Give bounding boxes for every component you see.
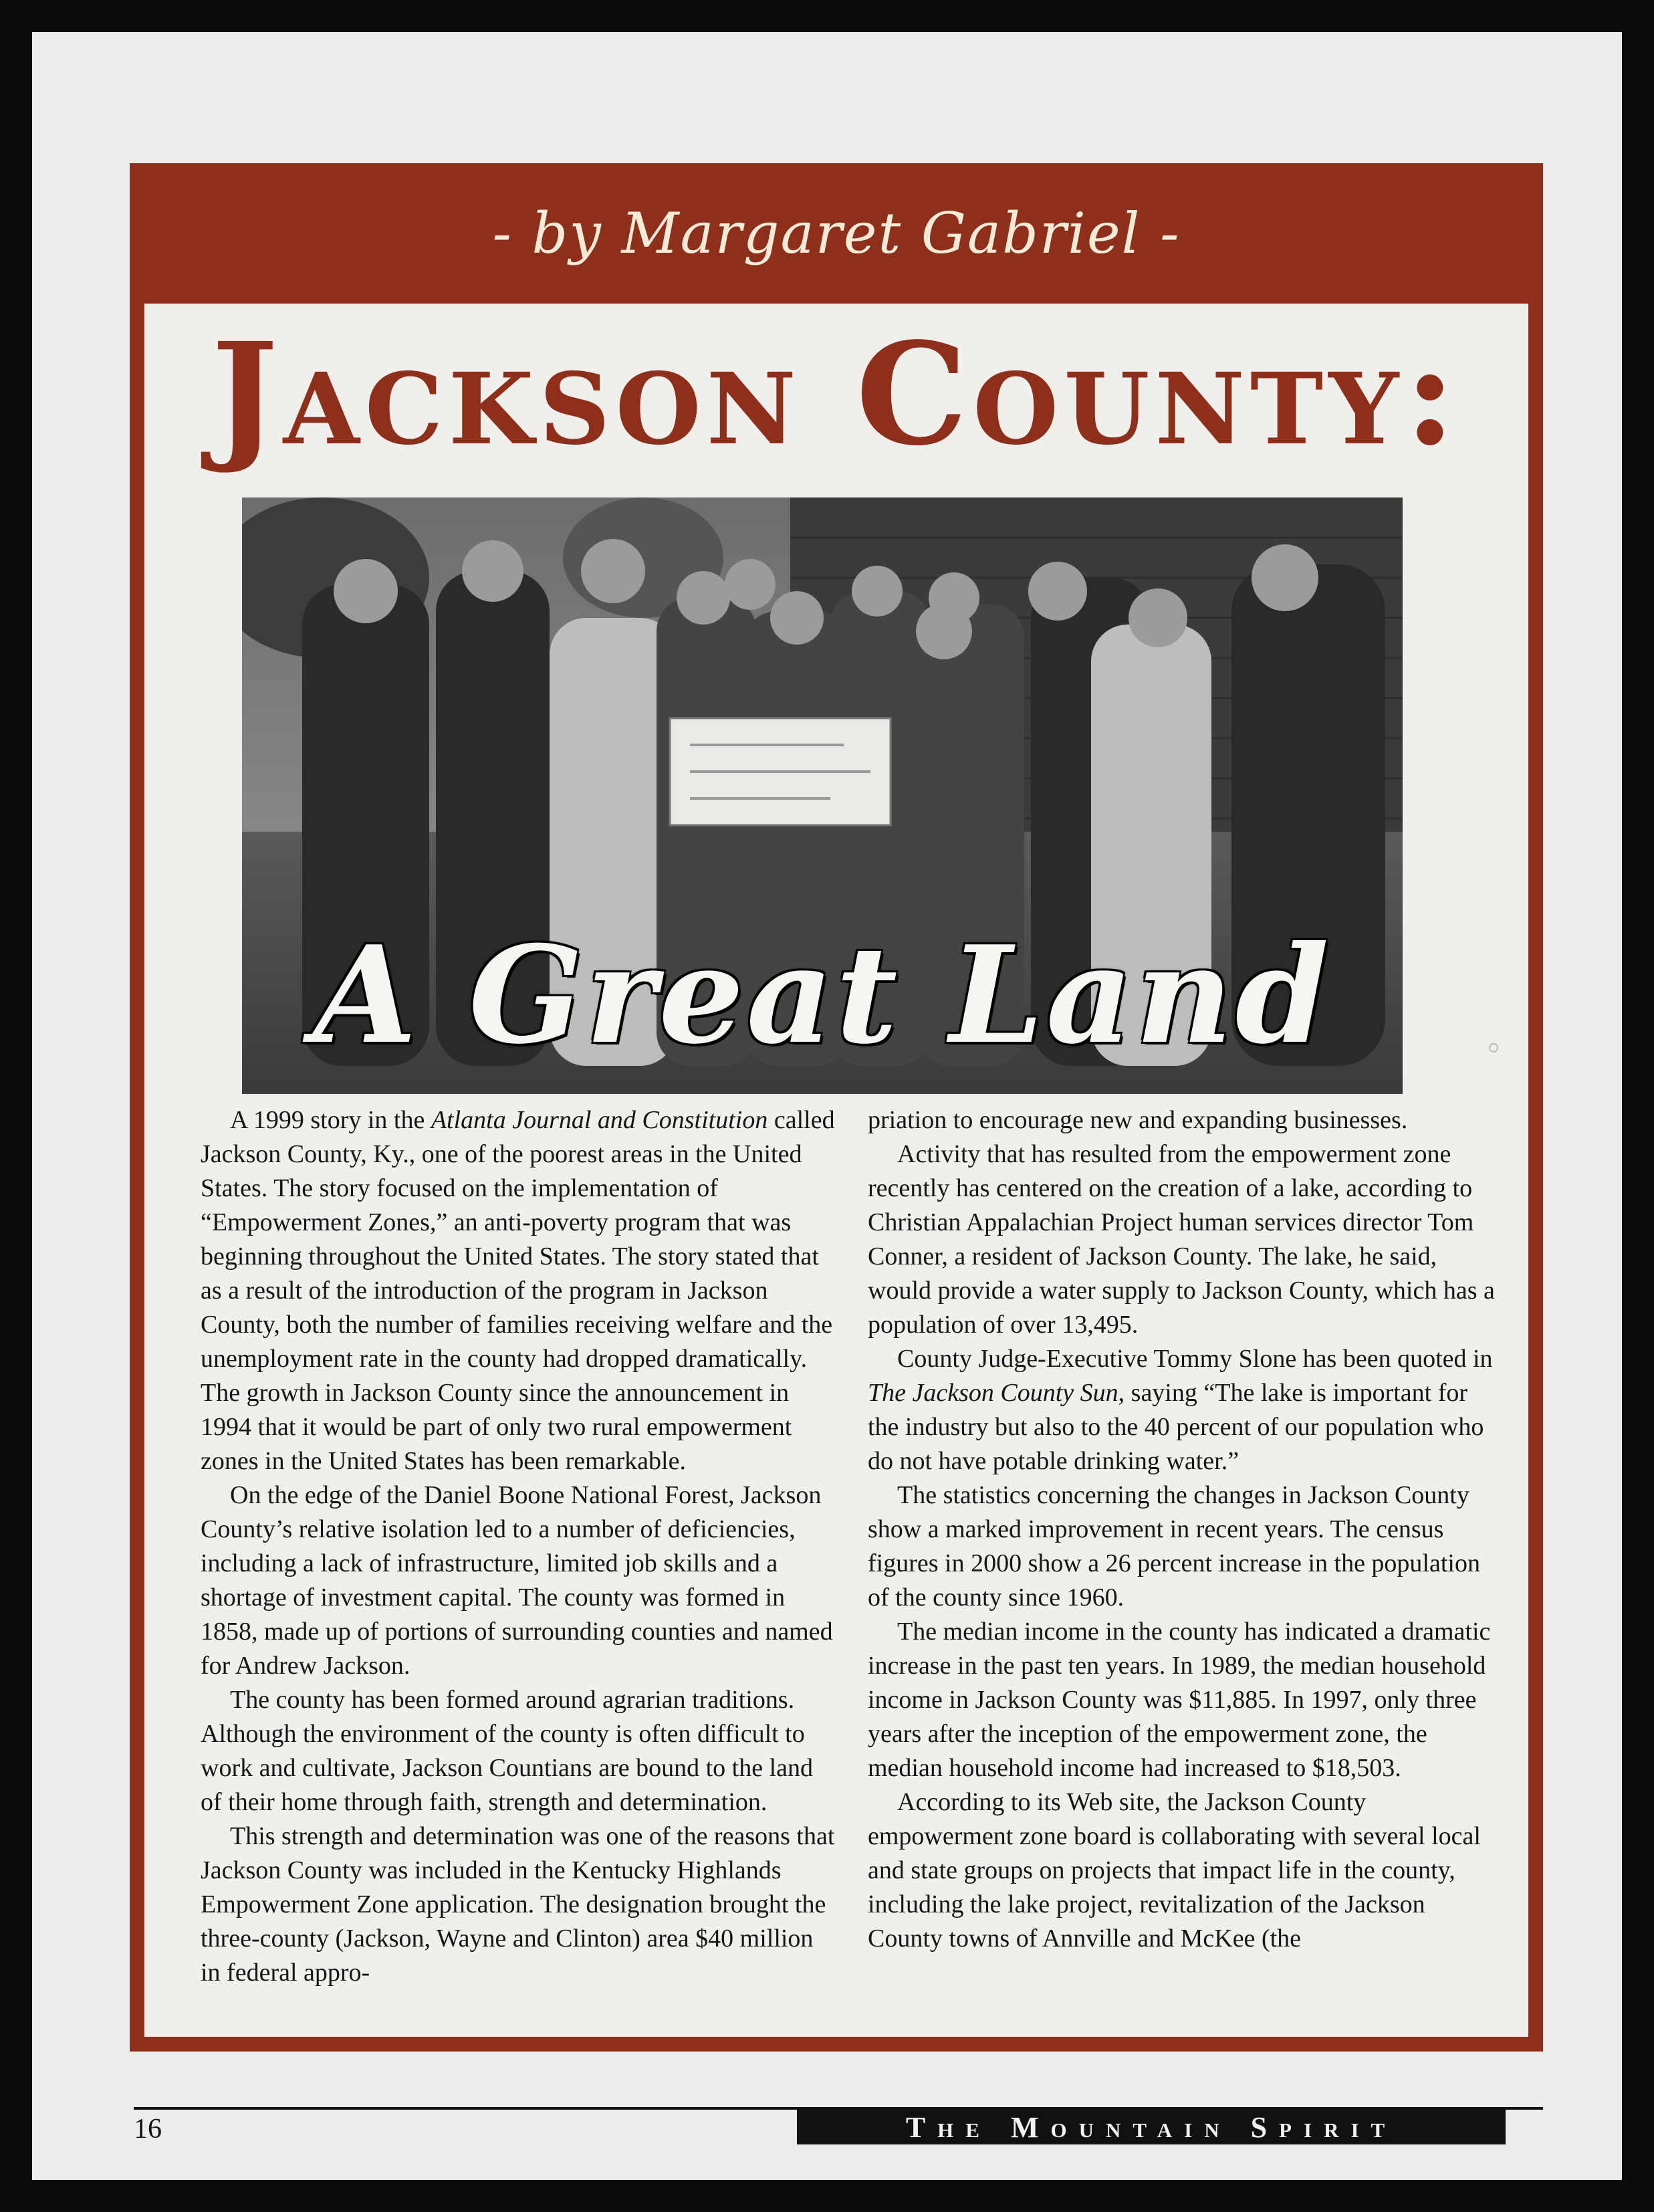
paragraph [201,1103,836,1478]
paragraph-text: , saying “The lake is important for the industry but also to the 40 percent of our population who do not have potable drinking water.” [868,1379,1484,1475]
paragraph: priation to encourage new and expanding businesses. [868,1106,1408,1134]
paragraph: The county has been formed around agrarian traditions. Although the environment of the county is often difficult to work and cultivate, Jackson Countians are bound to the land of their home through faith, strength and determination. [201,1686,814,1816]
publication-masthead: The Mountain Spirit [797,2110,1506,2144]
group-photo [242,497,1403,1094]
paragraph: The median income in the county has indicated a dramatic increase in the past ten years. In 1989, the median household income in Jackson County was $11,885. In 1997, only three years after the inception of the empowerment zone, the median household income had increased to $18,503. [868,1618,1491,1782]
publication-name: Atlanta Journal and Constitution [431,1106,768,1134]
paragraph-text: called Jackson County, Ky., one of the poorest areas in the United States. The story focused on the implementation of “Empowerment Zones,” an anti-poverty program that was beginning throughout the United States. The story stated that as a result of the introduction of the program in Jackson County, both the number of families receiving welfare and the unemployment rate in the county had dropped dramatically. The growth in Jackson County since the announcement in 1994 that it would be part of only two rural empowerment zones in the United States has been remarkable. [201,1106,835,1475]
paragraph: According to its Web site, the Jackson County empowerment zone board is collaborating with several local and state groups on projects that impact life in the county, including the lake project, revitalization of the Jackson County towns of Annville and McKee (the [868,1788,1481,1953]
paragraph-text: County Judge-Executive Tommy Slone has been quoted in [897,1345,1493,1373]
paragraph: Activity that has resulted from the empowerment zone recently has centered on the creation of a lake, according to Christian Appalachian Project human services director Tom Conner, a resident of Jackson County. The lake, he said, would provide a water supply to Jackson County, which has a population of over 13,495. [868,1140,1495,1339]
paragraph-text: A 1999 story in the [230,1106,431,1134]
article-body [144,304,1528,2037]
publication-name: The Jackson County Sun [868,1379,1118,1407]
photo-title: A Great Land [313,917,1332,1074]
paragraph: On the edge of the Daniel Boone National Forest, Jackson County’s relative isolation led to a number of deficiencies, including a lack of infrastructure, limited job skills and a shortage of investment capital. The county was formed in 1858, made up of portions of surrounding counties and named for Andrew Jackson. [201,1481,833,1680]
headline: Jackson County: [211,311,1461,477]
left-column [201,1103,836,2033]
paragraph [868,1342,1503,1478]
paragraph: The statistics concerning the changes in Jackson County show a marked improvement in recent years. The census figures in 2000 show a 26 percent increase in the population of the county since 1960. [868,1481,1480,1612]
right-column [868,1103,1503,2033]
paragraph: This strength and determination was one of the reasons that Jackson County was included in the Kentucky Highlands Empowerment Zone application. The designation brought the three-county (Jackson, Wayne and Clinton) area $40 million in federal appro- [201,1822,835,1987]
page-number: 16 [134,2114,162,2144]
margin-mark [1489,1043,1498,1053]
article-frame [130,163,1543,2052]
byline: - by Margaret Gabriel - [492,201,1181,266]
magazine-page [32,32,1622,2180]
